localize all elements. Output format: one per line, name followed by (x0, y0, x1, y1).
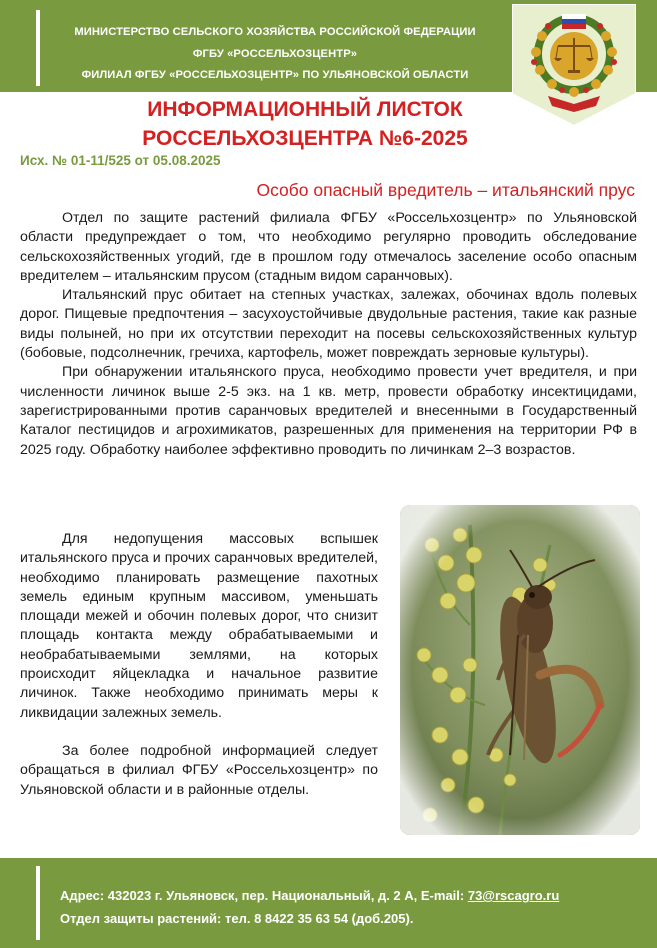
footer-band (0, 858, 657, 948)
article-body (20, 209, 637, 460)
header-line-branch: ФИЛИАЛ ФГБУ «РОССЕЛЬХОЗЦЕНТР» ПО УЛЬЯНОВСКОЙ ОБЛАСТИ (81, 69, 469, 81)
grasshopper-photo (400, 505, 640, 835)
contact-info (60, 884, 559, 930)
title-line-2: РОССЕЛЬХОЗЦЕНТРА №6-2025 (142, 127, 468, 150)
header-organization (44, 22, 506, 87)
phone-line: Отдел защиты растений: тел. 8 8422 35 63 54 (доб.205). (60, 911, 414, 926)
footer-accent-bar (36, 866, 40, 940)
header-accent-bar (36, 10, 40, 86)
header-line-ministry: МИНИСТЕРСТВО СЕЛЬСКОГО ХОЗЯЙСТВА РОССИЙСКОЙ ФЕДЕРАЦИИ (74, 26, 476, 38)
article-body-column (20, 530, 378, 800)
paragraph: Отдел по защите растений филиала ФГБУ «Россельхозцентр» по Ульяновской области предупреждает о том, что необходимо регулярно проводить обследование сельскохозяйственных угодий, где в прошлом году отмечалось заселение особо опасным вредителем – итальянским прусом (стадным видом саранчовых). (20, 210, 637, 284)
document-title (60, 95, 550, 153)
paragraph: Для недопущения массовых вспышек итальянского пруса и прочих саранчовых вредителей, необходимо планировать размещение пахотных земель единым крупным массивом, уменьшать площади межей и обочин полевых дорог, что снизит площадь контакта между обрабатываемыми и необрабатываемыми землями, на которых происходит яйцекладка и начальное развитие личинок. Также необходимо принимать меры к ликвидации залежных земель. (20, 531, 378, 721)
address-line (60, 884, 559, 907)
title-line-1: ИНФОРМАЦИОННЫЙ ЛИСТОК (147, 98, 463, 121)
article-heading: Особо опасный вредитель – итальянский прус (256, 180, 635, 200)
address-text: Адрес: 432023 г. Ульяновск, пер. Национальный, д. 2 А, E-mail: (60, 888, 468, 903)
outgoing-reference: Исх. № 01-11/525 от 05.08.2025 (20, 153, 221, 168)
header-line-fgbu: ФГБУ «РОССЕЛЬХОЗЦЕНТР» (192, 47, 358, 60)
paragraph: При обнаружении итальянского пруса, необходимо провести учет вредителя, и при численности личинок выше 2-5 экз. на 1 кв. метр, провести обработку инсектицидами, зарегистрированными против саранчовых вредителей и внесенными в Государственный Каталог пестицидов и агрохимикатов, разрешенных для применения на территории РФ в 2025 году. Обработку наиболее эффективно проводить по личинкам 2–3 возрастов. (20, 364, 637, 458)
email-link[interactable]: 73@rscagro.ru (467, 888, 560, 903)
paragraph: За более подробной информацией следует обращаться в филиал ФГБУ «Россельхозцентр» по Ульяновской области и в районные отделы. (20, 742, 378, 798)
paragraph: Итальянский прус обитает на степных участках, залежах, обочинах вдоль полевых дорог. Пищевые предпочтения – засухоустойчивые двудольные растения, такие как разные виды полыней, но при их отсутствии переходит на посевы сельскохозяйственных культур (бобовые, подсолнечник, гречиха, картофель, может повреждать зерновые культуры). (20, 287, 637, 362)
